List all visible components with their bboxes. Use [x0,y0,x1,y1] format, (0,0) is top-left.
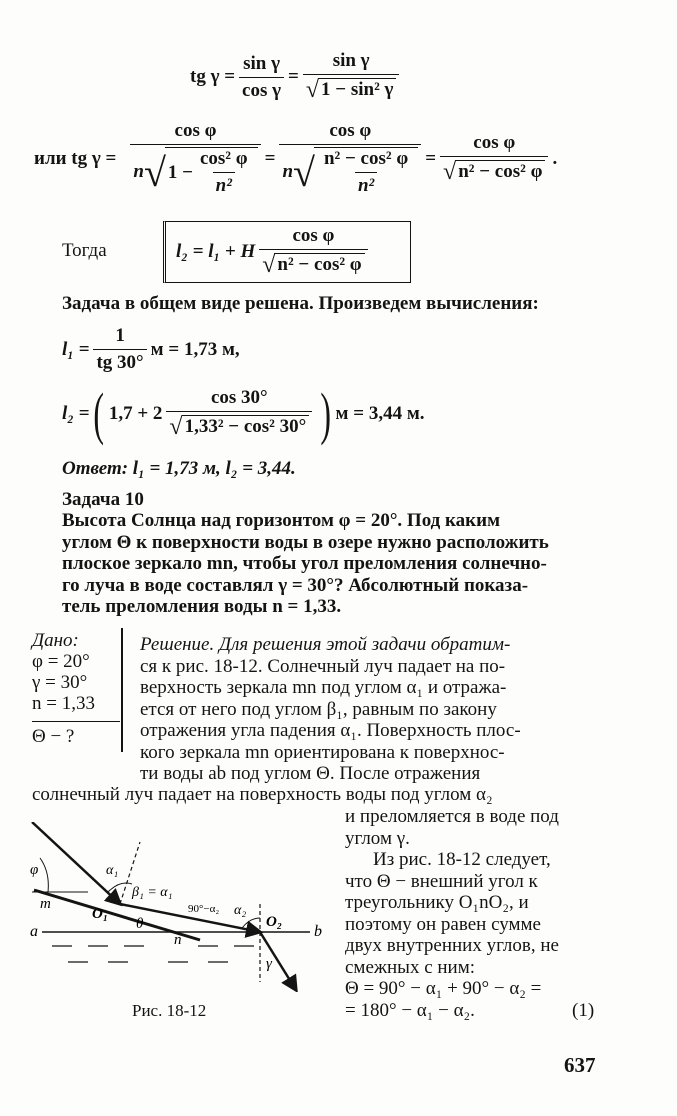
denominator: n √ $\frac{\text{n² − cos² φ}}{\text{n²}}$ [279,144,421,197]
given-find: Θ − ? [32,726,75,747]
formula-text: l₁ = [62,338,90,360]
page-number: 637 [564,1053,596,1077]
problem-line: го луча в воде составлял γ = 30°? Абсолютный показа- [62,574,529,596]
problem-line: углом Θ к поверхности воды в озере нужно расположить [62,531,549,553]
label-o2: O₂ [266,914,283,930]
numerator: sin γ [332,50,370,71]
numerator: cos φ [292,225,335,246]
solution-line: Из рис. 18-12 следует, [373,849,551,870]
problem-line: плоское зеркало mn, чтобы угол преломления солнечно- [62,553,547,574]
label-beta1: β₁ = α₁ [132,885,173,900]
solution-line: что Θ − внешний угол к [345,870,538,892]
formula-text: l₂ = [62,403,90,424]
equals-sign: = [288,66,299,87]
solution-text [140,634,600,785]
formula-l1 [62,325,240,374]
figure-caption: Рис. 18-12 [132,1001,207,1020]
solution-line: отражения угла падения α₁. Поверхность плос- [140,720,521,741]
given-item: γ = 30° [32,672,88,693]
fraction [93,325,146,374]
problem-text [62,510,602,618]
formula-tg-gamma [190,50,403,104]
fraction [166,387,312,441]
formula-text: 1,7 + 2 [108,403,163,424]
right-paren: ) [320,381,332,446]
fraction [197,148,251,197]
solution-line: и преломляется в воде под [345,806,559,827]
arc-alpha2 [242,918,260,928]
fraction [279,120,421,197]
problem-line: тель преломления воды n = 1,33. [62,596,342,617]
denominator: n² [213,172,235,197]
radicand: n² − cos² φ [274,253,364,276]
numerator: n² − cos² φ [323,148,409,169]
solution-line: углом γ. [345,827,410,849]
formula-text: tg γ = [190,66,236,87]
formula-text: м = 3,44 м. [335,403,425,424]
label-m: m [40,896,51,912]
formula-text: 1 − [167,161,193,183]
solution-line: смежных с ним: [345,956,476,978]
denominator: n² [355,172,377,197]
solved-line: Задача в общем виде решена. Произведем вычисления: [62,293,539,314]
fraction [130,120,260,197]
solution-line: Θ = 90° − α₁ + 90° − α₂ = [345,978,542,999]
numerator: cos 30° [210,387,268,408]
formula-text: м = 1,73 м, [150,338,240,360]
given-item: n = 1,33 [32,693,95,714]
denominator: √ 1 − sin² γ [303,74,400,104]
radicand: 1 − sin² γ [318,78,396,101]
numerator: sin γ [243,52,280,74]
period: . [552,147,558,169]
given-block [32,630,120,747]
answer-text: l₁ = 1,73 м, l₂ = 3,44. [132,458,296,479]
figure-18-12 [28,822,340,992]
fraction [321,148,411,197]
formula-text: или tg γ = [34,147,117,169]
var-n: n [282,161,294,182]
solution-line: двух внутренних углов, не [345,935,559,956]
water-dashes [52,946,254,962]
radicand [314,147,418,197]
solution-line: кого зеркала mn ориентирована к поверхнос- [140,741,505,763]
solution-line: = 180° − α₁ − α₂. [345,999,475,1021]
var-n: n [133,161,144,182]
problem-title: Задача 10 [62,489,144,510]
answer-label: Ответ: [62,458,129,479]
solution-line: ется от него под углом β₁, равным по закону [140,698,497,720]
label-alpha2: α₂ [234,903,247,918]
label-o1: O₁ [92,906,109,922]
numerator: cos φ [174,120,217,141]
solution-line: верхность зеркала mn под углом α₁ и отража- [140,677,507,698]
fraction [303,50,400,104]
arc-phi [40,858,48,892]
radicand: n² − cos² φ [455,160,545,183]
equals-sign: = [264,147,276,169]
fraction [259,225,367,279]
solution-line: Решение. Для решения этой задачи обратим- [140,634,511,655]
denominator: n √ 1 − $\frac{\text{cos² φ}}{\text{n²}}$ [130,144,260,197]
label-gamma: γ [266,956,272,972]
numerator: cos² φ [199,148,248,169]
solution-line: ся к рис. 18-12. Солнечный луч падает на по- [140,655,506,677]
numerator: cos φ [329,120,372,141]
fraction [440,132,548,186]
solution-line: треугольнику O₁nO₂, и [345,892,529,913]
solution-line: ти воды ab под углом Θ. После отражения [140,763,481,784]
denominator: √ n² − cos² φ [440,156,548,186]
solution-right-column [345,806,603,1021]
denominator: √ 1,33² − cos² 30° [166,411,312,441]
given-label: Дано: [32,630,79,651]
given-item: φ = 20° [32,651,90,672]
radicand: 1,33² − cos² 30° [182,415,310,438]
label-n: n [174,932,182,948]
equals-sign: = [425,147,437,169]
boxed-formula-l2 [163,221,411,283]
problem-line: Высота Солнца над горизонтом φ = 20°. Под каким [62,510,501,531]
denominator: √ n² − cos² φ [259,249,367,279]
denominator: tg 30° [93,349,146,374]
arc-alpha1 [108,883,132,892]
solution-full-line: солнечный луч падает на поверхность воды под углом α₂ [32,784,493,805]
formula-tg-gamma-expanded [34,120,557,197]
numerator: 1 [115,325,125,346]
formula-text: l₂ = l₁ + H [176,241,256,262]
solution-line: поэтому он равен сумме [345,913,541,935]
formula-l2 [62,381,425,446]
given-divider [32,721,120,722]
label-ninety-minus: 90°−α₂ [188,903,220,915]
label-theta: θ [136,916,144,932]
fraction [239,53,284,102]
answer-line [62,458,296,479]
left-paren: ( [93,381,105,446]
equation-number: (1) [572,1000,595,1021]
given-vertical-line [121,628,123,752]
label-a: a [30,923,38,940]
label-phi: φ [30,862,39,878]
radicand [165,147,258,197]
label-alpha1: α₁ [106,863,119,878]
denominator: cos γ [239,77,284,102]
numerator: cos φ [473,131,516,153]
label-b: b [314,923,322,940]
togda-label: Тогда [62,240,107,261]
